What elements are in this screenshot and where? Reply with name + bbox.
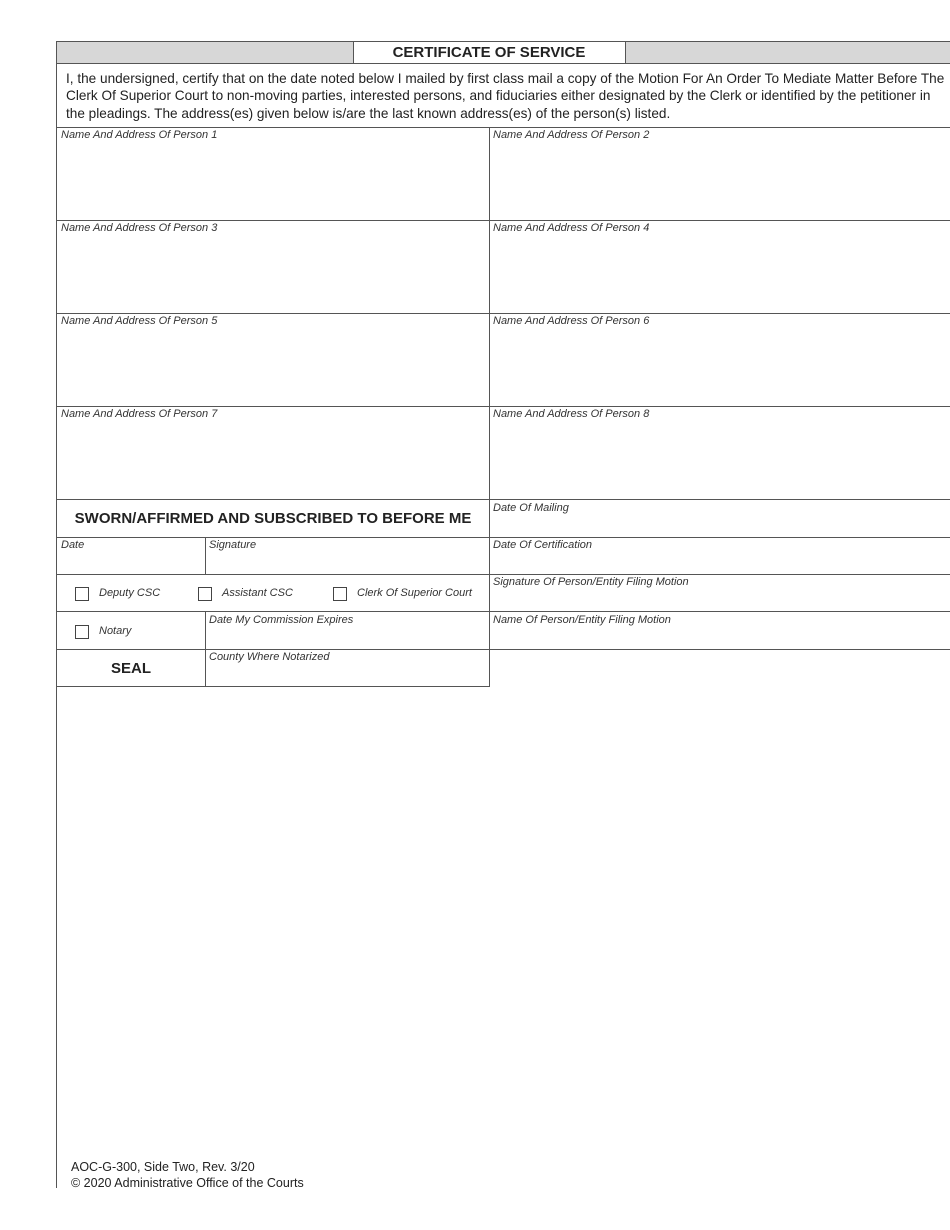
person-8-label[interactable]: Name And Address Of Person 8	[493, 408, 650, 420]
row-rule-1	[57, 220, 950, 221]
person-2-label[interactable]: Name And Address Of Person 2	[493, 129, 650, 141]
paragraph-bottom-rule	[57, 127, 950, 128]
notary-label: Notary	[99, 625, 132, 637]
sworn-rule-2	[57, 574, 950, 575]
header-band-right	[625, 42, 950, 63]
header-bottom-rule	[57, 63, 950, 64]
date-certification-label[interactable]: Date Of Certification	[493, 539, 593, 551]
assistant-csc-checkbox[interactable]	[198, 587, 212, 601]
person-4-label[interactable]: Name And Address Of Person 4	[493, 222, 650, 234]
sworn-bottom-rule	[57, 686, 490, 687]
grid-center-divider	[489, 127, 490, 687]
person-7-label[interactable]: Name And Address Of Person 7	[61, 408, 218, 420]
page-title: CERTIFICATE OF SERVICE	[392, 44, 586, 61]
person-3-label[interactable]: Name And Address Of Person 3	[61, 222, 218, 234]
certification-text: I, the undersigned, certify that on the date noted below I mailed by first class mail a copy of the Motion For An Order To Mediate Matter Before The Clerk Of Superior Court to non-moving parties, interested persons, and fiduciaries either designated by the Clerk or identified by the petitioner in the pleadings. The address(es) given below is/are the last known address(es) of the person(s) listed.	[66, 71, 945, 121]
form-left-border	[56, 41, 57, 1188]
copyright: © 2020 Administrative Office of the Courts	[71, 1176, 304, 1190]
person-1-label[interactable]: Name And Address Of Person 1	[61, 129, 218, 141]
row-rule-3	[57, 406, 950, 407]
sworn-date-label[interactable]: Date	[61, 539, 85, 551]
form-id: AOC-G-300, Side Two, Rev. 3/20	[71, 1160, 255, 1174]
filer-name-label[interactable]: Name Of Person/Entity Filing Motion	[493, 614, 671, 626]
date-signature-divider	[205, 537, 206, 574]
person-5-label[interactable]: Name And Address Of Person 5	[61, 315, 218, 327]
clerk-label: Clerk Of Superior Court	[357, 587, 472, 599]
notary-checkbox[interactable]	[75, 625, 89, 639]
sworn-rule-4	[57, 649, 950, 650]
deputy-csc-checkbox[interactable]	[75, 587, 89, 601]
person-6-label[interactable]: Name And Address Of Person 6	[493, 315, 650, 327]
deputy-csc-label: Deputy CSC	[99, 587, 161, 599]
header-top-rule	[57, 41, 950, 42]
commission-label[interactable]: Date My Commission Expires	[209, 614, 354, 626]
sworn-rule-1	[57, 537, 950, 538]
county-label[interactable]: County Where Notarized	[209, 651, 330, 663]
sworn-signature-label[interactable]: Signature	[209, 539, 257, 551]
assistant-csc-label: Assistant CSC	[222, 587, 293, 599]
row-rule-4	[57, 499, 950, 500]
seal-label: SEAL	[110, 660, 151, 677]
filer-signature-label[interactable]: Signature Of Person/Entity Filing Motion	[493, 576, 689, 588]
sworn-rule-3	[57, 611, 950, 612]
clerk-checkbox[interactable]	[333, 587, 347, 601]
row-rule-2	[57, 313, 950, 314]
header-band-left	[57, 42, 353, 63]
date-mailing-label[interactable]: Date Of Mailing	[493, 502, 569, 514]
sworn-heading: SWORN/AFFIRMED AND SUBSCRIBED TO BEFORE ME	[74, 510, 472, 527]
header-divider-right	[625, 42, 626, 63]
